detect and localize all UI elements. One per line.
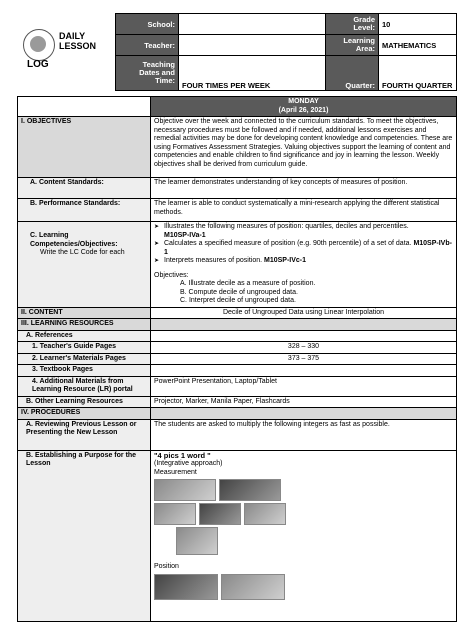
tg-value: 328 – 330 bbox=[151, 342, 457, 354]
measurement-images-row3 bbox=[154, 527, 453, 555]
objectives-title: Objectives: bbox=[154, 271, 189, 279]
competencies-cell bbox=[18, 222, 151, 308]
deped-seal-icon bbox=[23, 29, 55, 61]
tg-label: 1. Teacher's Guide Pages bbox=[18, 342, 151, 354]
competency-item bbox=[154, 240, 453, 257]
performance-standards-text: The learner is able to conduct systematically a mini-research applying the different statistical methods. bbox=[151, 199, 457, 222]
tb-value bbox=[151, 365, 457, 377]
lc-code: M10SP-IVc-1 bbox=[264, 257, 307, 264]
measurement-images-row2 bbox=[154, 503, 453, 525]
tb-label: 3. Textbook Pages bbox=[18, 365, 151, 377]
gauge-image-icon bbox=[244, 503, 286, 525]
scale-image-icon bbox=[154, 503, 196, 525]
logo-sub: LOG bbox=[27, 59, 49, 70]
resources-label: III. LEARNING RESOURCES bbox=[18, 319, 151, 331]
competencies-sub: Write the LC Code for each bbox=[40, 249, 125, 256]
lc-code: M10SP-IVb-1 bbox=[164, 240, 452, 256]
procedures-blank bbox=[151, 408, 457, 420]
lm-label: 2. Learner's Materials Pages bbox=[18, 353, 151, 365]
header-grid bbox=[115, 13, 457, 91]
day-header bbox=[151, 97, 457, 117]
purpose-approach: (Integrative approach) bbox=[154, 460, 223, 467]
competency-list bbox=[154, 223, 453, 266]
learning-area-label: Learning Area: bbox=[326, 35, 379, 56]
position-diagram-image-icon bbox=[176, 527, 218, 555]
quarter-label: Quarter: bbox=[326, 56, 379, 91]
logo-title: DAILY LESSON bbox=[59, 31, 97, 51]
competency-item bbox=[154, 223, 453, 240]
content-text: Decile of Ungrouped Data using Linear Interpolation bbox=[151, 307, 457, 319]
content-standards-label: A. Content Standards: bbox=[18, 178, 151, 199]
objective-a: A. Illustrate decile as a measure of position. bbox=[180, 280, 316, 287]
competency-text: Illustrates the following measures of position: quartiles, deciles and percentiles. bbox=[164, 223, 409, 230]
other-resources-label: B. Other Learning Resources bbox=[18, 396, 151, 408]
objective-c: C. Interpret decile of ungrouped data. bbox=[180, 297, 296, 304]
purpose-label: B. Establishing a Purpose for the Lesson bbox=[18, 450, 151, 621]
logo-area bbox=[17, 13, 115, 91]
cup-image-icon bbox=[199, 503, 241, 525]
position-images-row bbox=[154, 574, 453, 600]
objective-b: B. Compute decile of ungrouped data. bbox=[180, 288, 298, 296]
grade-label: Grade Level: bbox=[326, 14, 379, 35]
competencies-label: C. Learning Competencies/Objectives: bbox=[30, 232, 118, 248]
grade-value: 10 bbox=[379, 14, 457, 35]
content-label: II. CONTENT bbox=[18, 307, 151, 319]
thermometer-image-icon bbox=[154, 479, 216, 501]
purpose-cell bbox=[151, 450, 457, 621]
dates-value: FOUR TIMES PER WEEK bbox=[179, 56, 326, 91]
competency-item bbox=[154, 257, 453, 266]
header bbox=[17, 13, 457, 91]
learning-area-value: MATHEMATICS bbox=[379, 35, 457, 56]
competency-text: Interprets measures of position. bbox=[164, 257, 263, 264]
other-resources-value: Projector, Marker, Manila Paper, Flashcards bbox=[151, 396, 457, 408]
ruler-image-icon bbox=[219, 479, 281, 501]
teacher-value bbox=[179, 35, 326, 56]
purpose-word1: Measurement bbox=[154, 468, 197, 476]
lc-code: M10SP-IVa-1 bbox=[164, 231, 206, 239]
piano-image-icon bbox=[154, 574, 218, 600]
objective-list bbox=[154, 280, 453, 306]
day-date: (April 26, 2021) bbox=[278, 106, 329, 114]
competencies-text bbox=[151, 222, 457, 308]
lm-value: 373 – 375 bbox=[151, 353, 457, 365]
school-label: School: bbox=[116, 14, 179, 35]
resources-blank bbox=[151, 319, 457, 331]
references-label: A. References bbox=[18, 330, 151, 342]
quarter-value: FOURTH QUARTER bbox=[379, 56, 457, 91]
objectives-text: Objective over the week and connected to the curriculum standards. To meet the objectives, necessary procedures must be followed and if needed, additional lessons exercises and remedial activities may be done for developing content knowledge and competencies. These are using Formatives Assessment Strategies. Valuing objectives support the learning of content and competencies and enable children to find significance and joy in learning the lesson. Weekly objectives shall be derived from curriculum guide. bbox=[151, 117, 457, 178]
purpose-title: "4 pics 1 word " bbox=[154, 450, 211, 460]
teacher-label: Teacher: bbox=[116, 35, 179, 56]
procedures-label: IV. PROCEDURES bbox=[18, 408, 151, 420]
competency-text: Calculates a specified measure of position (e.g. 90th percentile) of a set of data. bbox=[164, 240, 412, 247]
additional-materials-label: 4. Additional Materials from Learning Resource (LR) portal bbox=[18, 376, 151, 396]
review-label: A. Reviewing Previous Lesson or Presenting the New Lesson bbox=[18, 419, 151, 450]
lesson-table bbox=[17, 96, 457, 622]
day-blank-cell bbox=[18, 97, 151, 117]
objectives-label: I. OBJECTIVES bbox=[18, 117, 151, 178]
school-value bbox=[179, 14, 326, 35]
measurement-images-row1 bbox=[154, 479, 453, 501]
review-value: The students are asked to multiply the following integers as fast as possible. bbox=[151, 419, 457, 450]
additional-materials-value: PowerPoint Presentation, Laptop/Tablet bbox=[151, 376, 457, 396]
day-name: MONDAY bbox=[288, 98, 319, 105]
hands-image-icon bbox=[221, 574, 285, 600]
content-standards-text: The learner demonstrates understanding of key concepts of measures of position. bbox=[151, 178, 457, 199]
dates-label: Teaching Dates and Time: bbox=[116, 56, 179, 91]
references-blank bbox=[151, 330, 457, 342]
purpose-word2: Position bbox=[154, 563, 179, 570]
performance-standards-label: B. Performance Standards: bbox=[18, 199, 151, 222]
